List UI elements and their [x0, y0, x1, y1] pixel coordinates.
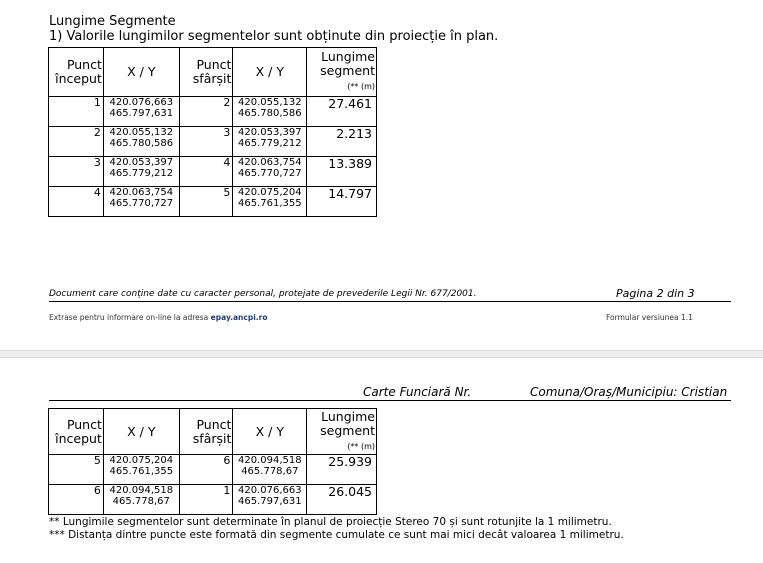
end-coordinates-cell [233, 485, 307, 515]
section-subtitle: 1) Valorile lungimilor segmentelor sunt obținute din proiecție în plan. [49, 29, 499, 44]
header-start-point: Punct început [49, 409, 104, 455]
header-length: Lungime segment (** (m) [307, 409, 377, 455]
header-start-point: Punct început [49, 48, 104, 97]
page-separator [0, 350, 763, 358]
start-coordinates-cell-value: 465.770,727 [109, 198, 174, 209]
end-point-cell-value: 3 [223, 126, 231, 139]
header-xy-start: X / Y [103, 48, 179, 97]
end-coordinates-cell-value: 465.797,631 [238, 496, 302, 507]
footer-divider [49, 301, 731, 302]
end-point-cell [179, 485, 233, 515]
end-coordinates-cell-value: 465.780,586 [238, 108, 302, 119]
length-cell [307, 455, 377, 485]
land-registry-number-label: Carte Funciară Nr. [363, 385, 472, 399]
end-point-cell-value: 1 [223, 484, 231, 497]
start-coordinates-cell [103, 455, 179, 485]
start-coordinates-cell-value: 420.063,754 [109, 187, 174, 198]
end-point-cell-value: 2 [223, 96, 231, 109]
length-cell [307, 127, 377, 157]
length-cell-value: 14.797 [328, 186, 372, 201]
end-coordinates-cell-value: 420.063,754 [238, 157, 302, 168]
end-coordinates-cell-value: 420.075,204 [238, 187, 302, 198]
header-length: Lungime segment (** (m) [307, 48, 377, 97]
start-point-cell [49, 97, 104, 127]
start-point-cell-value: 3 [93, 156, 101, 169]
header-xy-end: X / Y [233, 409, 307, 455]
end-coordinates-cell-value: 420.053,397 [238, 127, 302, 138]
start-point-cell [49, 187, 104, 217]
start-point-cell-value: 4 [93, 186, 101, 199]
header-xy-end: X / Y [233, 48, 307, 97]
table-row [49, 187, 377, 217]
end-point-cell [179, 157, 233, 187]
end-point-cell [179, 455, 233, 485]
start-point-cell [49, 485, 104, 515]
end-point-cell-value: 6 [223, 454, 231, 467]
length-cell [307, 157, 377, 187]
table-row [49, 97, 377, 127]
end-point-cell [179, 97, 233, 127]
footnote-rounding: ** Lungimile segmentelor sunt determinate în planul de proiecție Stereo 70 și sunt rotunjite la 1 milimetru. [49, 516, 612, 528]
personal-data-note: Document care conține date cu caracter personal, protejate de prevederile Legii Nr. 677/2001. [49, 289, 477, 299]
start-coordinates-cell [103, 97, 179, 127]
start-coordinates-cell-value: 420.076,663 [109, 97, 174, 108]
table-row [49, 485, 377, 515]
extract-text: Extrase pentru informare on-line la adresa [49, 313, 209, 322]
start-coordinates-cell-value: 420.094,518 [109, 485, 174, 496]
length-cell [307, 97, 377, 127]
footnote-cumulated: *** Distanța dintre puncte este formată din segmente cumulate ce sunt mai mici decât valoarea 1 milimetru. [49, 529, 624, 541]
length-cell-value: 13.389 [328, 156, 372, 171]
length-cell-value: 26.045 [328, 484, 372, 499]
start-coordinates-cell [103, 157, 179, 187]
length-cell-value: 2.213 [336, 126, 372, 141]
table-row [49, 127, 377, 157]
header-end-point: Punct sfârșit [179, 409, 233, 455]
table-row [49, 157, 377, 187]
end-coordinates-cell-value: 465.761,355 [238, 198, 302, 209]
start-point-cell-value: 2 [93, 126, 101, 139]
start-point-cell [49, 127, 104, 157]
start-coordinates-cell [103, 187, 179, 217]
start-coordinates-cell [103, 485, 179, 515]
start-coordinates-cell-value: 420.075,204 [109, 455, 174, 466]
end-coordinates-cell-value: 420.076,663 [238, 485, 302, 496]
end-coordinates-cell [233, 97, 307, 127]
start-coordinates-cell-value: 465.778,67 [112, 496, 170, 507]
length-cell [307, 187, 377, 217]
extract-info [49, 313, 267, 322]
start-coordinates-cell [103, 127, 179, 157]
segments-table-top [48, 47, 377, 217]
start-coordinates-cell-value: 420.053,397 [109, 157, 174, 168]
end-coordinates-cell [233, 127, 307, 157]
end-point-cell [179, 187, 233, 217]
end-coordinates-cell-value: 465.770,727 [238, 168, 302, 179]
start-coordinates-cell-value: 420.055,132 [109, 127, 174, 138]
end-coordinates-cell-value: 465.779,212 [238, 138, 302, 149]
end-point-cell-value: 4 [223, 156, 231, 169]
end-coordinates-cell [233, 157, 307, 187]
start-point-cell-value: 6 [93, 484, 101, 497]
section-title: Lungime Segmente [49, 14, 176, 29]
start-coordinates-cell-value: 465.797,631 [109, 108, 174, 119]
header-xy-start: X / Y [103, 409, 179, 455]
start-coordinates-cell-value: 465.780,586 [109, 138, 174, 149]
start-point-cell-value: 1 [93, 96, 101, 109]
form-version: Formular versiunea 1.1 [606, 313, 693, 322]
extract-link[interactable]: epay.ancpi.ro [210, 313, 268, 322]
end-coordinates-cell-value: 420.094,518 [238, 455, 302, 466]
length-cell-value: 27.461 [328, 96, 372, 111]
end-coordinates-cell-value: 420.055,132 [238, 97, 302, 108]
end-point-cell [179, 127, 233, 157]
header-divider [49, 400, 731, 401]
length-cell-value: 25.939 [328, 454, 372, 469]
end-coordinates-cell-value: 465.778,67 [241, 466, 299, 477]
end-coordinates-cell [233, 455, 307, 485]
start-coordinates-cell-value: 465.761,355 [109, 466, 174, 477]
header-end-point: Punct sfârșit [179, 48, 233, 97]
page-number: Pagina 2 din 3 [616, 287, 695, 300]
segments-table-bottom [48, 408, 377, 515]
table-row [49, 455, 377, 485]
end-coordinates-cell [233, 187, 307, 217]
start-coordinates-cell-value: 465.779,212 [109, 168, 174, 179]
start-point-cell-value: 5 [93, 454, 101, 467]
end-point-cell-value: 5 [223, 186, 231, 199]
municipality-label: Comuna/Oraș/Municipiu: Cristian [530, 385, 728, 399]
start-point-cell [49, 157, 104, 187]
start-point-cell [49, 455, 104, 485]
length-cell [307, 485, 377, 515]
section-title-block [49, 14, 498, 44]
